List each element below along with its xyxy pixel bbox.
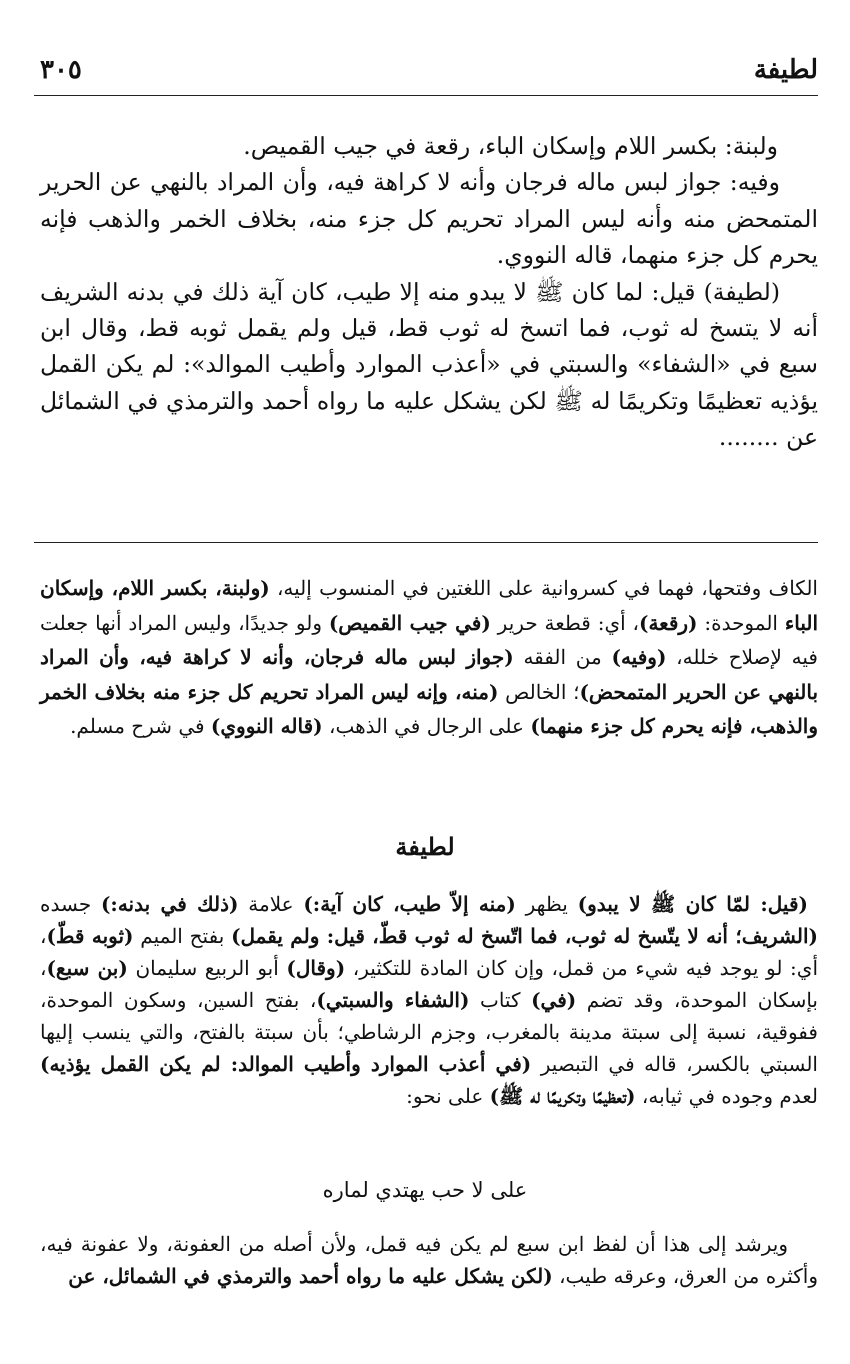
commentary-run: ؛ الخالص [498,679,580,704]
commentary-quote: (ولبنة، بكسر اللام، وإسكان الباء [40,576,819,635]
page-header [34,55,818,96]
commentary-quote: (قيل: لمّا كان ﷺ لا يبدو) [577,892,808,916]
commentary-run: كتاب [469,988,532,1012]
commentary-run: من الفقه [513,645,612,669]
commentary-run: بفتح الميم [133,924,232,948]
commentary-run: على نحو: [406,1084,490,1108]
commentary-section-1 [40,571,818,744]
commentary-quote: (وقال) [286,956,346,980]
commentary-run: أبو الربيع سليمان [127,956,287,980]
commentary-quote: (رقعة) [638,610,698,635]
commentary-section-2 [40,888,818,1112]
matn-paragraph-1: ولبنة: بكسر اللام وإسكان الباء، رقعة في جيب القميص. [243,132,778,160]
commentary-run: في شرح مسلم. [70,714,211,738]
commentary-quote: (منه إلاّ طيب، كان آية:) [303,892,516,916]
commentary-run: علامة [238,892,304,916]
commentary-quote: (منه، وإنه ليس المراد تحريم كل جزء منه بخلاف الخمر والذهب، فإنه يحرم كل جزء منهما) [40,679,818,738]
commentary-quote: (وفيه) [611,645,667,669]
commentary-paragraph [40,888,818,1112]
commentary-run: ولو جديدًا، وليس المراد أنها جعلت فيه لإصلاح خلله، [40,610,818,669]
commentary-paragraph [40,571,818,744]
commentary-quote: (ثوبه قطّ) [46,924,134,948]
commentary-quote: (لكن يشكل عليه ما رواه أحمد والترمذي في الشمائل، عن [68,1264,553,1288]
page-number: ٣٠٥ [40,55,82,85]
commentary-run: ، أي: قطعة حرير [490,610,639,635]
commentary-run: ، بفتح السين، وسكون الموحدة، ففوقية، نسبة إلى سبتة مدينة بالمغرب، وجزم الرشاطي؛ بأن سبتة بالفتح، والتي ينسب إليها السبتي بالكسر، قاله في التبصير [40,988,818,1076]
commentary-run: ، بإسكان الموحدة، وقد تضم [40,956,818,1012]
commentary-quote: (الشريف؛ أنه لا يتّسخ له ثوب، فما اتّسخ له ثوب قطّ، قيل: ولم يقمل) [231,924,818,948]
commentary-run: الموحدة: [697,610,778,635]
commentary-run: ، أي: لو يوجد فيه شيء من قمل، وإن كان المادة للتكثير، [40,924,819,980]
commentary-run: على الرجال في الذهب، [322,714,531,738]
commentary-paragraph [40,1228,818,1292]
commentary-quote: (في جيب القميص) [328,610,491,635]
commentary-run: ويرشد إلى هذا أن لفظ ابن سبع لم يكن فيه قمل، ولأن أصله من العفونة، ولا عفونة فيه، وأكثره من العرق، وعرقه طيب، [40,1232,818,1288]
commentary-quote: (جواز لبس ماله فرجان، وأنه لا كراهة فيه، وأن المراد بالنهي عن الحرير المتمحض) [40,645,819,704]
commentary-quote: (في أعذب الموارد وأطيب الموالد: لم يكن القمل يؤذيه) [40,1052,532,1076]
commentary-quote: (ذلك في بدنه:) [100,892,239,916]
commentary-run: جسده [40,892,101,916]
text-divider [34,542,818,543]
commentary-quote: (تعظيمًا وتكريمًا له ﷺ) [489,1084,636,1108]
commentary-run: الكاف وفتحها، فهما في كسروانية على اللغتين في المنسوب إليه، [269,576,818,600]
commentary-run: يظهر [515,892,578,916]
matn-paragraph-3: (لطيفة) قيل: لما كان ﷺ لا يبدو منه إلا طيب، كان آية ذلك في بدنه الشريف أنه لا يتسخ له ثوب، فما اتسخ له ثوب قط، قيل ولم يقمل ثوبه قط، وقال ابن سبع في «الشفاء» والسبتي في «أعذب الموارد وأطيب الموالد»: لم يكن القمل يؤذيه تعظيمًا وتكريمًا له ﷺ لكن يشكل عليه ما رواه أحمد والترمذي في الشمائل عن ........ [40,277,818,452]
commentary-quote: (بن سبع) [46,956,128,980]
poetry-verse: على لا حب يهتدي لماره [322,1178,528,1202]
commentary-quote: (في) [531,988,577,1012]
matn-paragraph-2: وفيه: جواز لبس ماله فرجان وأنه لا كراهة فيه، وأن المراد بالنهي عن الحرير المتمحض منه وأنه ليس المراد تحريم كل جزء منه، بخلاف الخمر والذهب فإنه يحرم كل جزء منهما، قاله النووي. [40,168,818,270]
commentary-section-3 [40,1228,818,1292]
section-subtitle: لطيفة [395,832,455,861]
commentary-quote: (الشفاء والسبتي) [316,988,470,1012]
commentary-run: لعدم وجوده في ثيابه، [635,1084,818,1108]
running-title: لطيفة [753,55,818,85]
commentary-quote: (قاله النووي) [210,714,323,738]
main-text [40,128,818,456]
